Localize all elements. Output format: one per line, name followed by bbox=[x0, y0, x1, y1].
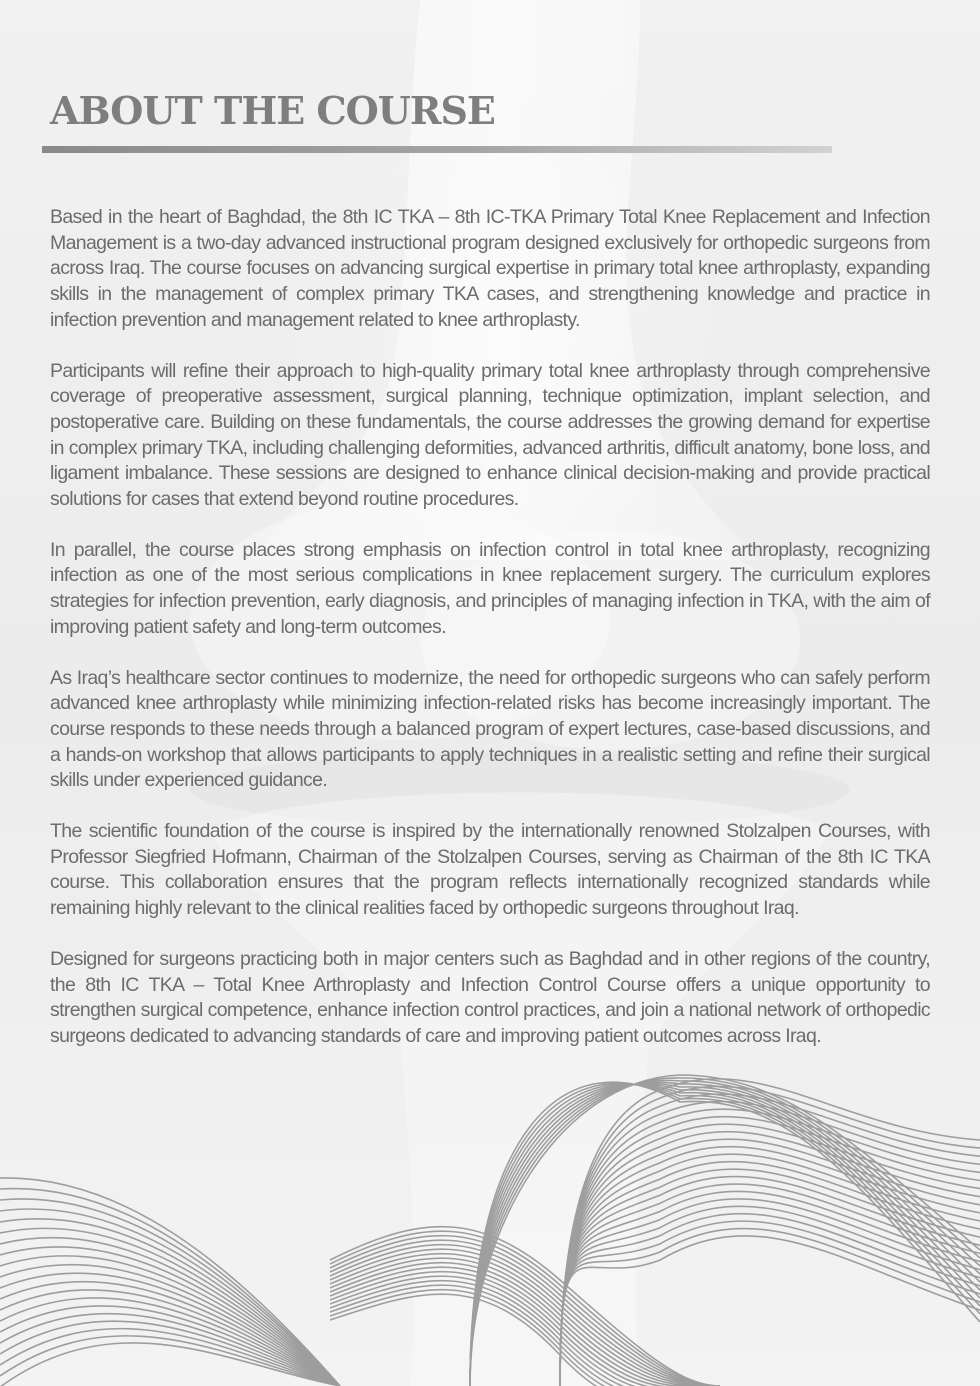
paragraph-3: In parallel, the course places strong emphasis on infection control in total knee arthroplasty, recognizing infection as one of the most serious complications in knee replacement surgery. The curriculum explores strategies for infection prevention, early diagnosis, and principles of managing infection in TKA, with the aim of improving patient safety and long-term outcomes. bbox=[50, 538, 930, 638]
paragraph-5: The scientific foundation of the course is inspired by the internationally renowned Stolzalpen Courses, with Professor Siegfried Hofmann, Chairman of the Stolzalpen Courses, serving as Chairman of the 8th IC TKA course. This collaboration ensures that the program reflects internationally recognized standards while remaining highly relevant to the clinical realities faced by orthopedic surgeons throughout Iraq. bbox=[50, 820, 930, 920]
course-description bbox=[50, 205, 930, 1075]
title-underline bbox=[42, 146, 832, 153]
page-title: ABOUT THE COURSE bbox=[50, 88, 495, 133]
paragraph-1: Based in the heart of Baghdad, the 8th IC TKA – 8th IC-TKA Primary Total Knee Replacement and Infection Management is a two-day advanced instructional program designed exclusively for orthopedic surgeons from across Iraq. The course focuses on advancing surgical expertise in primary total knee arthroplasty, expanding skills in the management of complex primary TKA cases, and strengthening knowledge and practice in infection prevention and management related to knee arthroplasty. bbox=[50, 206, 930, 331]
paragraph-6: Designed for surgeons practicing both in major centers such as Baghdad and in other regions of the country, the 8th IC TKA – Total Knee Arthroplasty and Infection Control Course offers a unique opportunity to strengthen surgical competence, enhance infection control practices, and join a national network of orthopedic surgeons dedicated to advancing standards of care and improving patient outcomes across Iraq. bbox=[50, 947, 930, 1047]
paragraph-2: Participants will refine their approach to high-quality primary total knee arthroplasty through comprehensive coverage of preoperative assessment, surgical planning, technique optimization, implant selection, and postoperative care. Building on these fundamentals, the course addresses the growing demand for expertise in complex primary TKA, including challenging deformities, advanced arthritis, difficult anatomy, bone loss, and ligament imbalance. These sessions are designed to enhance clinical decision-making and provide practical solutions for cases that extend beyond routine procedures. bbox=[50, 359, 930, 511]
paragraph-4: As Iraq’s healthcare sector continues to modernize, the need for orthopedic surgeons who can safely perform advanced knee arthroplasty while minimizing infection-related risks has become increasingly important. The course responds to these needs through a balanced program of expert lectures, case-based discussions, and a hands-on workshop that allows participants to apply techniques in a realistic setting and refine their surgical skills under experienced guidance. bbox=[50, 666, 930, 792]
wave-line-left bbox=[0, 1265, 340, 1386]
